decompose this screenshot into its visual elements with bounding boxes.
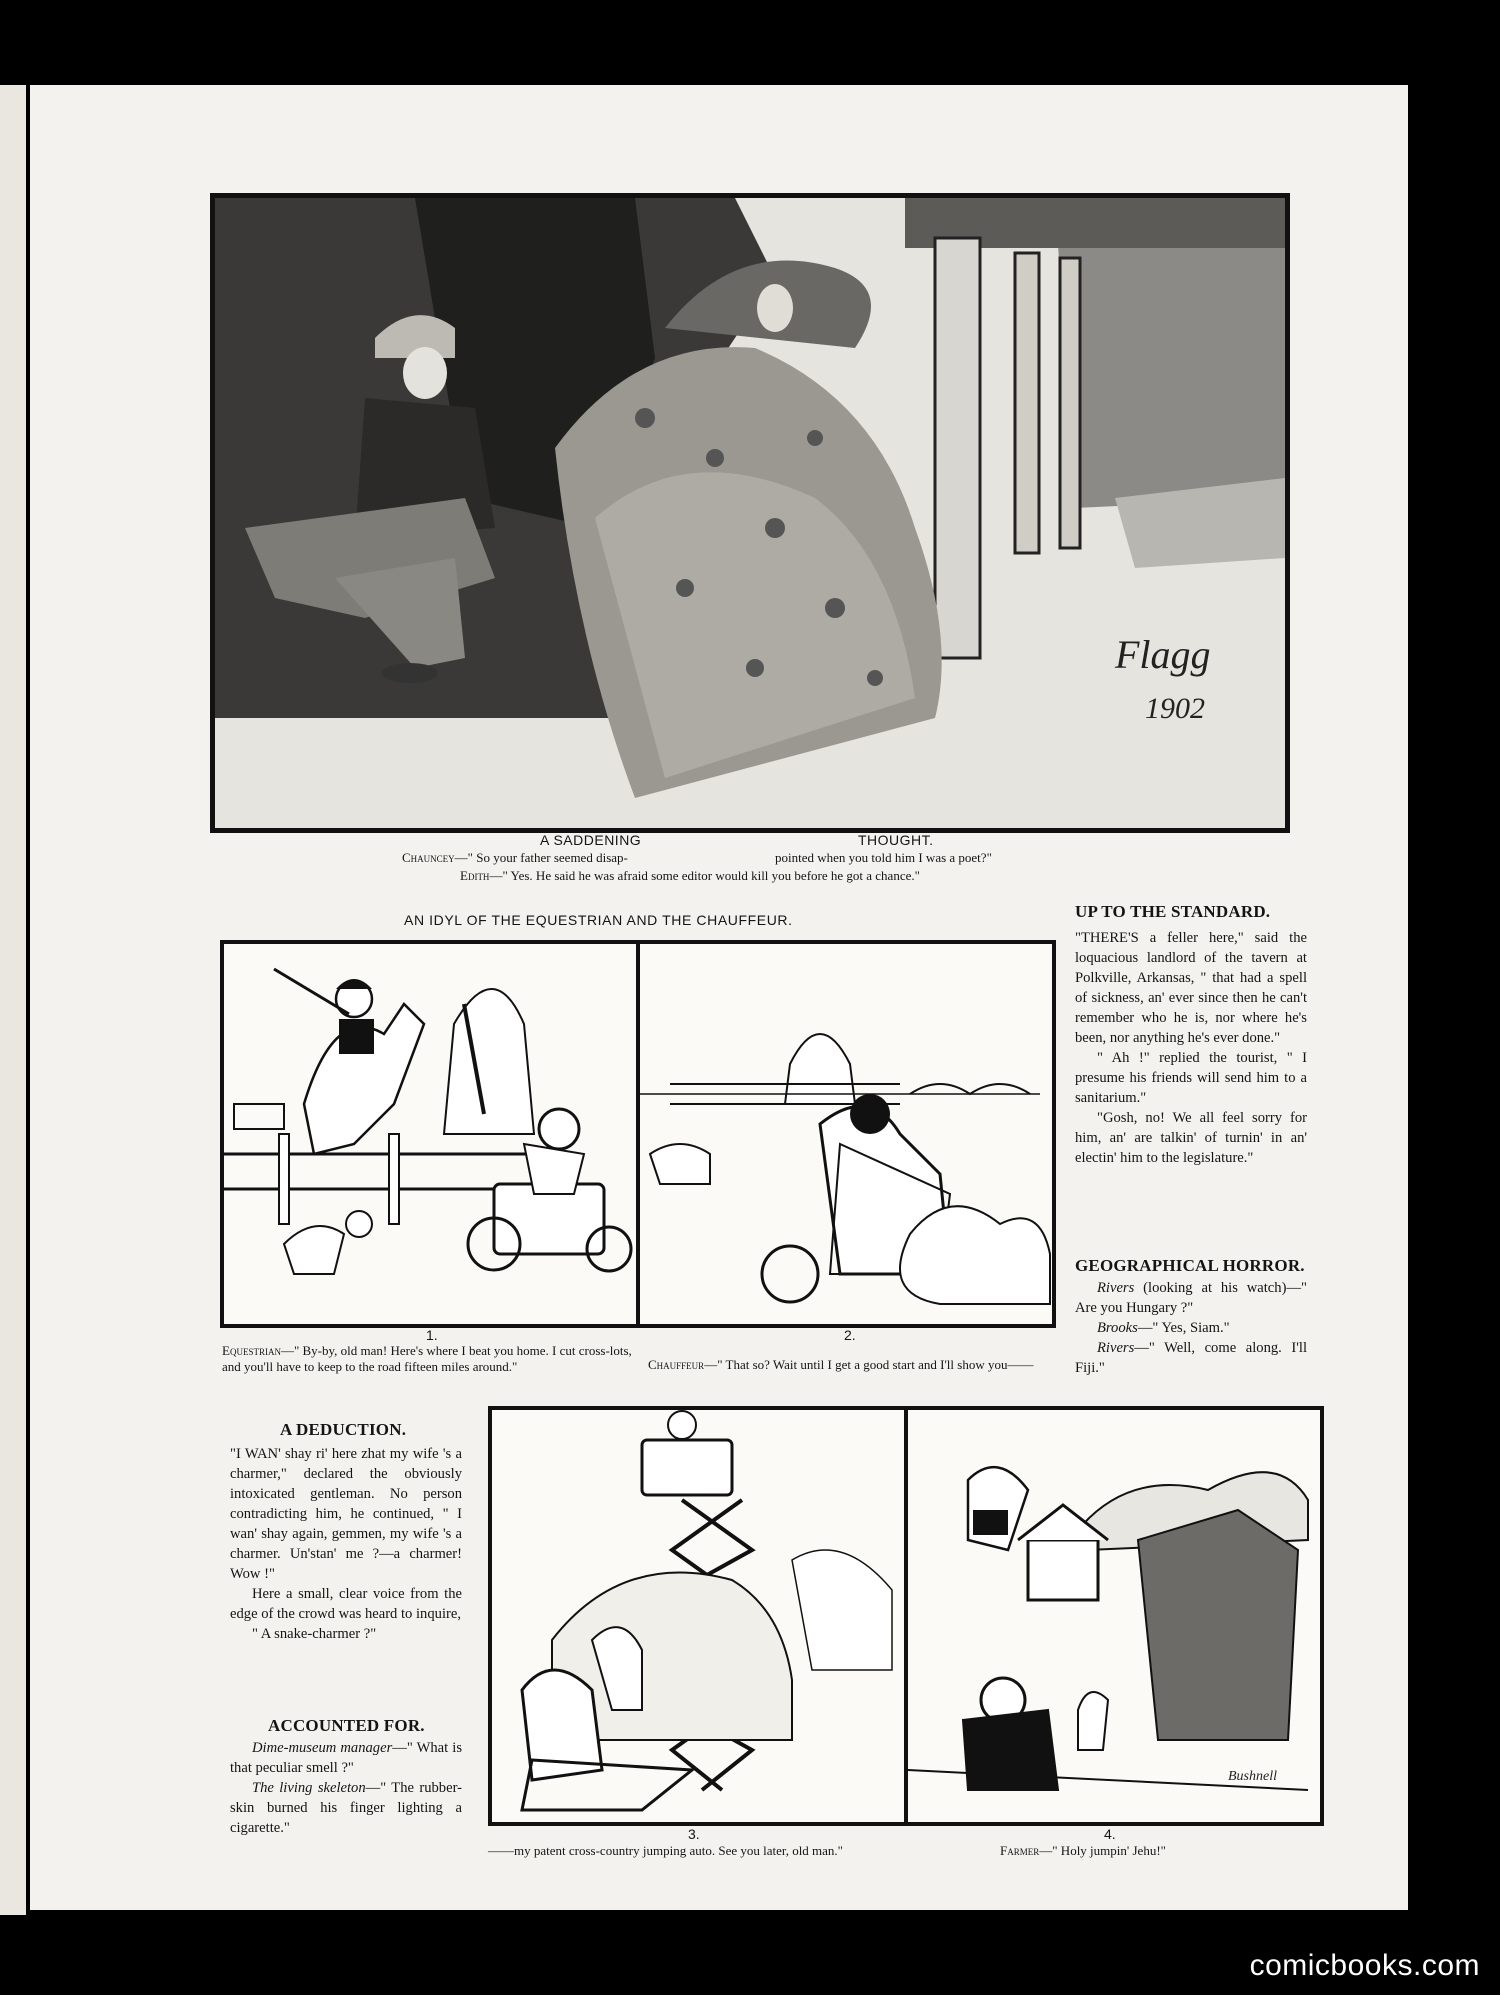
cartoon-caption-line1 xyxy=(402,850,628,866)
accounted-line2: —" The rubber-skin burned his finger lighting a cigarette." xyxy=(230,1780,462,1836)
speaker-museum-manager: Dime-museum manager xyxy=(252,1740,393,1756)
panel-4-text: —" Holy jumpin' Jehu!" xyxy=(1039,1843,1166,1858)
panel-1-drawing xyxy=(224,944,636,1324)
speaker-chauffeur: Chauffeur xyxy=(648,1357,705,1372)
speaker-rivers-2: Rivers xyxy=(1097,1340,1135,1356)
accounted-for-body xyxy=(230,1738,462,1838)
panel-4-drawing xyxy=(908,1410,1320,1822)
geo-line3: —" Well, come along. I'll Fiji." xyxy=(1075,1340,1307,1376)
speaker-chauncey: Chauncey xyxy=(402,850,455,865)
strip-title: AN IDYL OF THE EQUESTRIAN AND THE CHAUFFEUR. xyxy=(404,912,793,928)
panel-1-caption xyxy=(222,1343,634,1375)
binding-gutter xyxy=(0,85,26,1915)
speaker-brooks: Brooks xyxy=(1097,1320,1138,1336)
a-deduction-para2: Here a small, clear voice from the edge of the crowd was heard to inquire, xyxy=(230,1586,462,1622)
geo-line1: (looking at his watch)—" Are you Hungary ?" xyxy=(1075,1280,1307,1316)
geo-line2: —" Yes, Siam." xyxy=(1137,1320,1230,1336)
strip-panel-4 xyxy=(904,1406,1324,1826)
panel-2-text: —" That so? Wait until I get a good start and I'll show you—— xyxy=(704,1357,1034,1372)
up-to-standard-para3: "Gosh, no! We all feel sorry for him, an' are talkin' of turnin' in an' electin' him to the legislature." xyxy=(1075,1110,1307,1166)
a-deduction-para1: "I WAN' shay ri' here zhat my wife 's a charmer," declared the obviously intoxicated gentleman. No person contradicting him, he continued, " I wan' shay again, gemmen, my wife 's a charmer. Un'stan' me ?—a charmer! Wow !" xyxy=(230,1446,462,1582)
cartoon-title-left: A SADDENING xyxy=(540,832,642,848)
speaker-equestrian: Equestrian xyxy=(222,1343,281,1358)
up-to-standard-para2: " Ah !" replied the tourist, " I presume his friends will send him to a sanitarium." xyxy=(1075,1050,1307,1106)
panel-1-text: —" By-by, old man! Here's where I beat you home. I cut cross-lots, and you'll have to keep to the road fifteen miles around." xyxy=(222,1343,632,1374)
geographical-horror-heading: GEOGRAPHICAL HORROR. xyxy=(1075,1256,1305,1275)
panel-4-number: 4. xyxy=(1104,1826,1116,1842)
speaker-rivers-1: Rivers xyxy=(1097,1280,1135,1296)
strip-panel-1 xyxy=(220,940,640,1328)
svg-text:1902: 1902 xyxy=(1145,692,1205,725)
panel-2-caption xyxy=(648,1357,1058,1373)
geographical-horror-body xyxy=(1075,1278,1307,1378)
panel-3-drawing xyxy=(492,1410,904,1822)
caption-line2: —" Yes. He said he was afraid some editor would kill you before he got a chance." xyxy=(489,868,920,883)
cartoon-title-right: THOUGHT. xyxy=(858,832,934,848)
speaker-edith: Edith xyxy=(460,868,490,883)
panel-2-drawing xyxy=(640,944,1052,1324)
up-to-standard-para1: "THERE'S a feller here," said the loquacious landlord of the tavern at Polkville, Arkansas, " that had a spell of sickness, an' ever since then he can't remember who he is, nor where he's been, nor anything he's ever done." xyxy=(1075,930,1307,1046)
svg-text:Flagg: Flagg xyxy=(1115,632,1211,677)
a-deduction-body xyxy=(230,1444,462,1644)
accounted-for-heading: ACCOUNTED FOR. xyxy=(268,1716,425,1735)
a-deduction-heading: A DEDUCTION. xyxy=(280,1420,407,1439)
accounted-line1: —" What is that peculiar smell ?" xyxy=(230,1740,462,1776)
caption-line1-a: —" So your father seemed disap- xyxy=(454,850,628,865)
beach-couple-drawing xyxy=(215,198,1285,828)
cartoon-caption-line2 xyxy=(460,868,920,884)
svg-text:Bushnell: Bushnell xyxy=(1228,1769,1277,1784)
panel-4-caption xyxy=(1000,1843,1166,1859)
panel-3-caption: ——my patent cross-country jumping auto. See you later, old man." xyxy=(488,1843,843,1858)
speaker-living-skeleton: The living skeleton xyxy=(252,1780,366,1796)
site-watermark: comicbooks.com xyxy=(1249,1949,1480,1982)
panel-2-number: 2. xyxy=(844,1327,856,1343)
speaker-farmer: Farmer xyxy=(1000,1843,1040,1858)
strip-panel-2 xyxy=(636,940,1056,1328)
caption-line1-b: pointed when you told him I was a poet?" xyxy=(775,850,992,865)
panel-3-number: 3. xyxy=(688,1826,700,1842)
up-to-standard-heading: UP TO THE STANDARD. xyxy=(1075,902,1271,921)
up-to-standard-body xyxy=(1075,928,1307,1168)
panel-1-number: 1. xyxy=(426,1327,438,1343)
strip-panel-3 xyxy=(488,1406,908,1826)
top-illustration xyxy=(210,193,1290,833)
a-deduction-para3: " A snake-charmer ?" xyxy=(252,1626,377,1642)
